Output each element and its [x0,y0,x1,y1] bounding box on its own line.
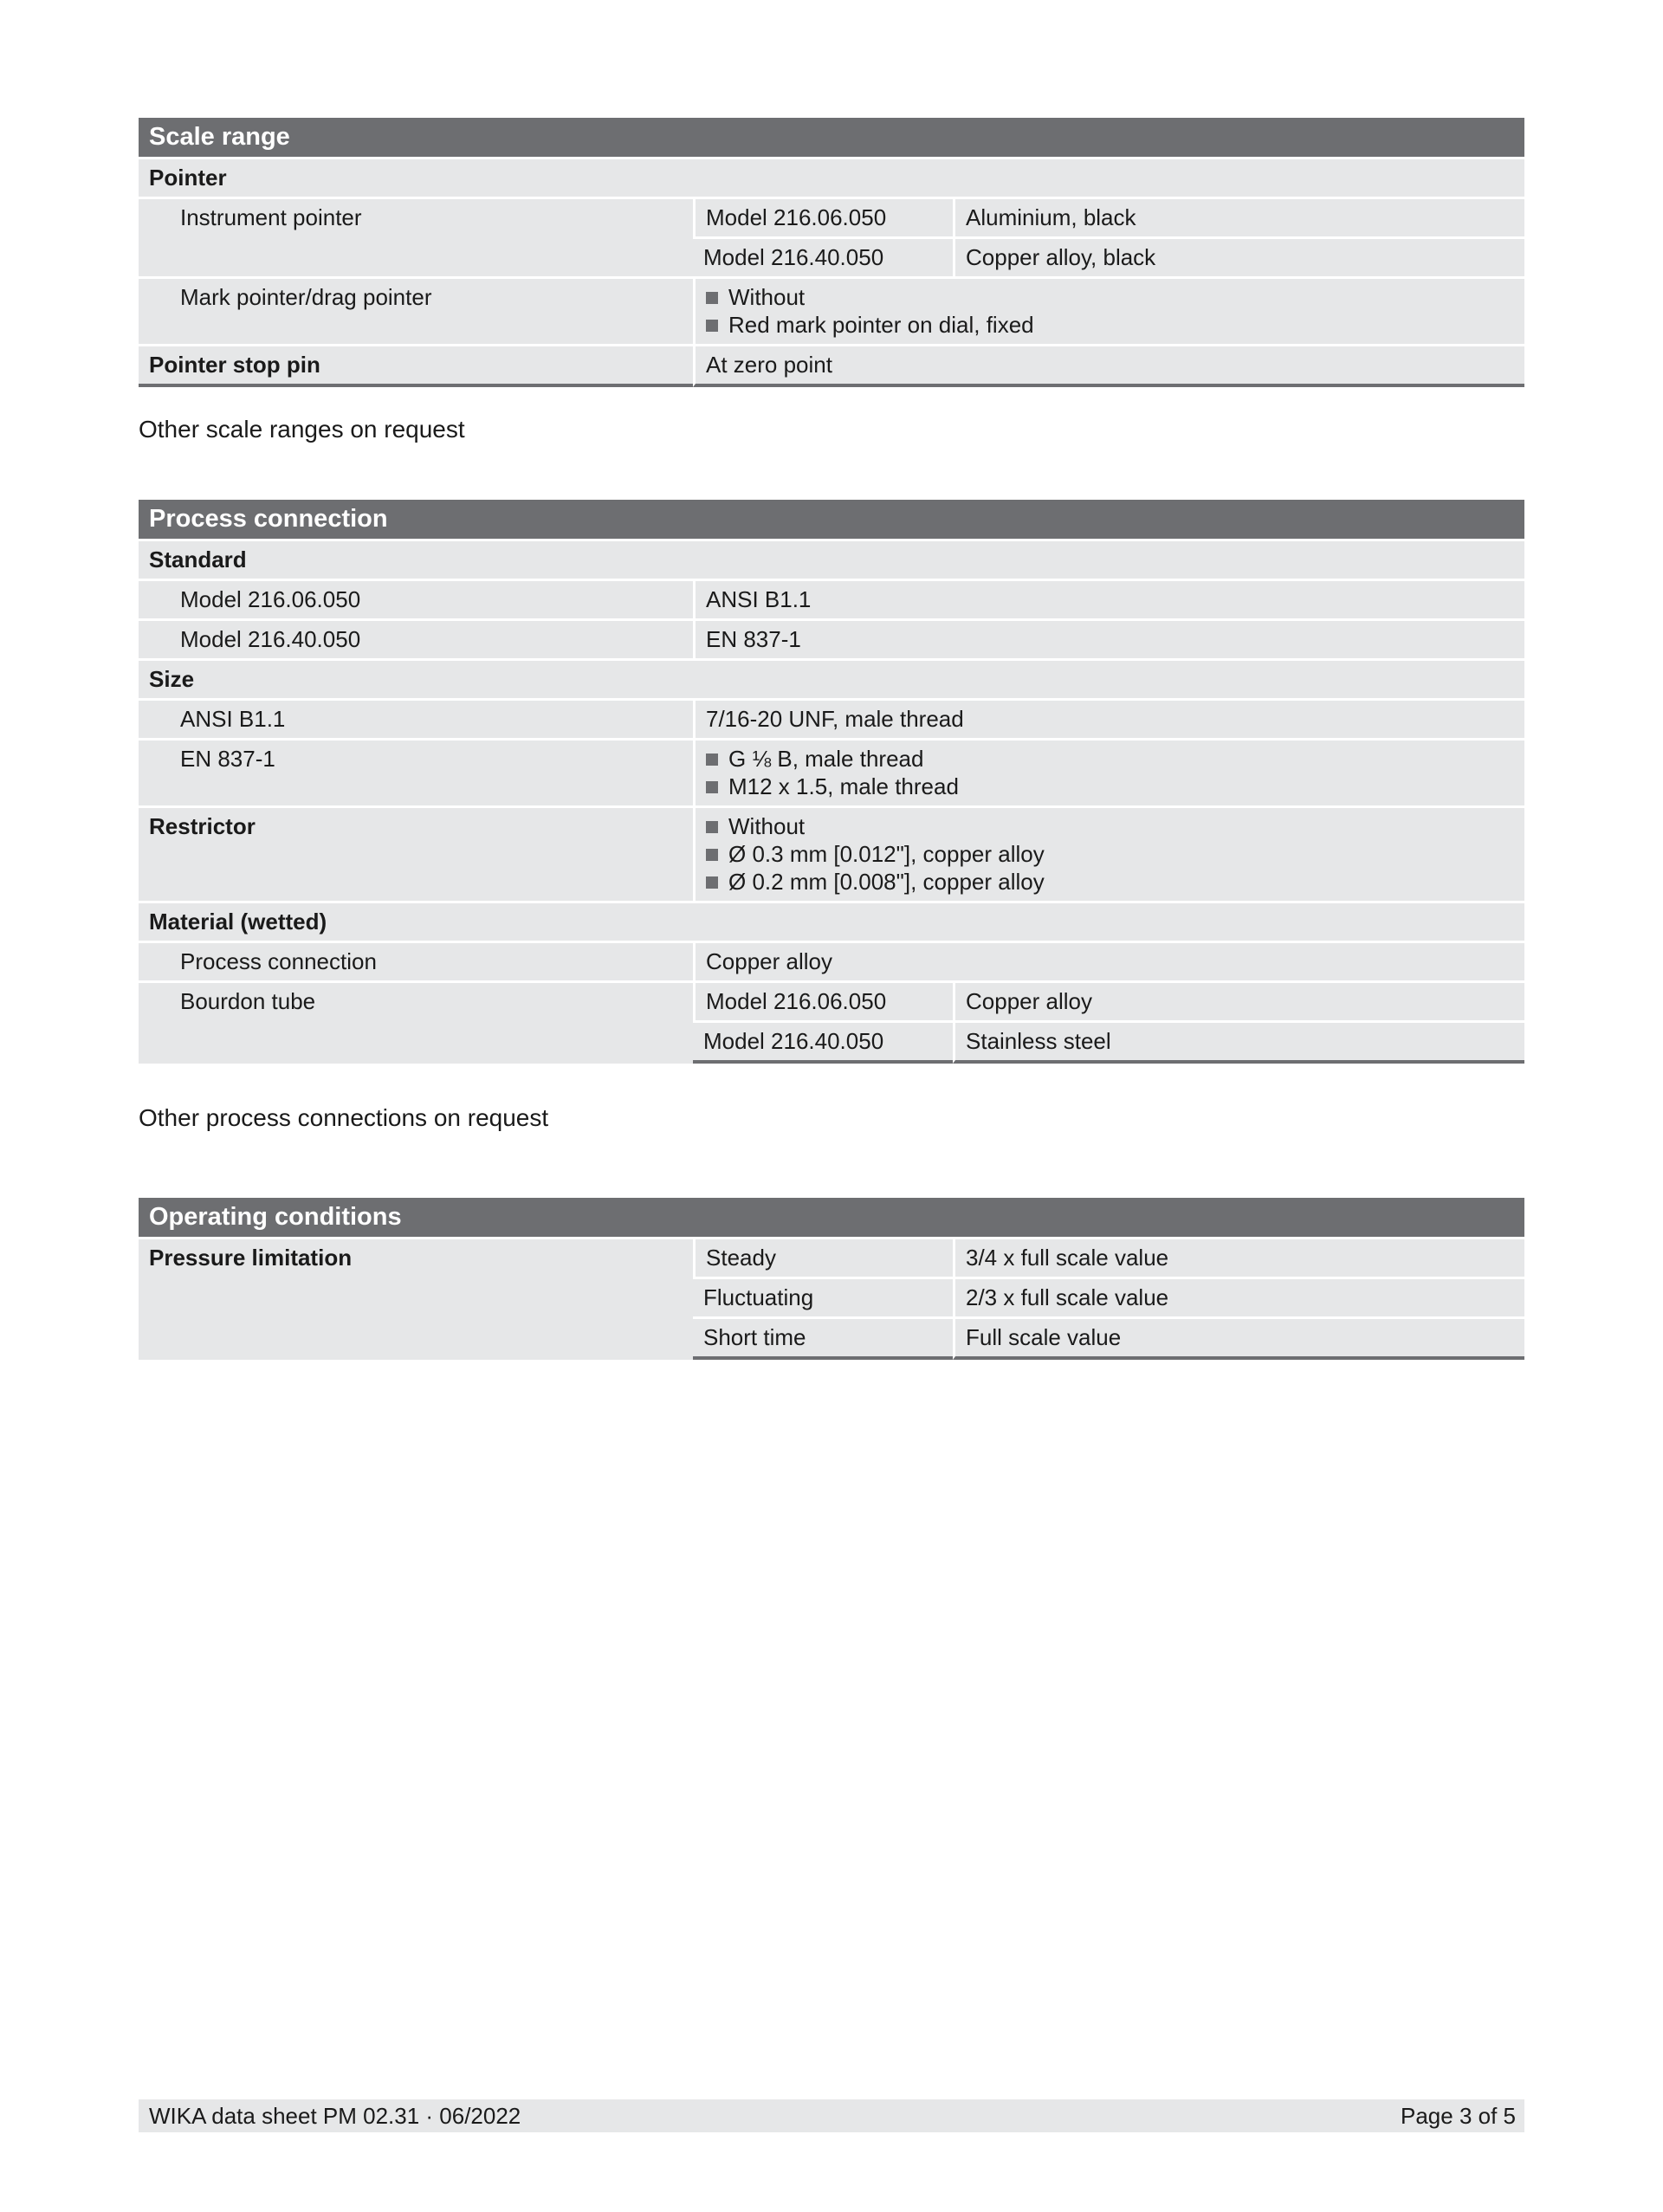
model-cell: Model 216.40.050 [693,239,953,276]
list-item: Ø 0.2 mm [0.008"], copper alloy [706,868,1514,896]
value-cell: Copper alloy [953,983,1524,1020]
group-label: Pointer [139,159,1524,197]
model-cell: Model 216.06.050 [693,983,953,1020]
list-item: Without [706,283,1514,311]
options-cell [693,808,1524,901]
square-bullet-icon [706,320,718,332]
type-cell: Steady [693,1239,953,1277]
value-cell: 2/3 x full scale value [953,1279,1524,1316]
row-label: ANSI B1.1 [139,701,693,738]
row-label: Bourdon tube [139,983,693,1064]
row-label: Restrictor [139,808,693,901]
value-cell: 7/16-20 UNF, male thread [693,701,1524,738]
model-cell: Model 216.40.050 [693,1023,953,1064]
square-bullet-icon [706,876,718,889]
group-label: Size [139,661,1524,698]
square-bullet-icon [706,781,718,793]
value-cell: Copper alloy, black [953,239,1524,276]
options-cell [693,279,1524,344]
value-cell: ANSI B1.1 [693,581,1524,618]
value-cell: EN 837-1 [693,621,1524,658]
type-cell: Short time [693,1319,953,1360]
row-label: Instrument pointer [139,199,693,276]
row-label: Mark pointer/drag pointer [139,279,693,344]
list-item: G ⅛ B, male thread [706,745,1514,773]
footer-page-number: Page 3 of 5 [1401,2103,1516,2129]
scale-range-table [139,115,1524,390]
list-item: Red mark pointer on dial, fixed [706,311,1514,339]
row-label: Pointer stop pin [139,346,693,387]
row-label: Process connection [139,943,693,980]
type-cell: Fluctuating [693,1279,953,1316]
operating-conditions-table [139,1195,1524,1362]
square-bullet-icon [706,754,718,766]
options-cell [693,741,1524,805]
value-cell: 3/4 x full scale value [953,1239,1524,1277]
list-item: M12 x 1.5, male thread [706,773,1514,800]
square-bullet-icon [706,292,718,304]
row-label: Pressure limitation [139,1239,693,1360]
square-bullet-icon [706,821,718,833]
value-cell: Copper alloy [693,943,1524,980]
note-text: Other process connections on request [139,1104,549,1131]
square-bullet-icon [706,849,718,861]
model-cell: Model 216.06.050 [693,199,953,236]
section-header: Process connection [139,500,1524,539]
note-text: Other scale ranges on request [139,416,465,443]
section-header: Scale range [139,118,1524,157]
list-item: Ø 0.3 mm [0.012"], copper alloy [706,840,1514,868]
row-label: Model 216.06.050 [139,581,693,618]
value-cell: Aluminium, black [953,199,1524,236]
row-label: Model 216.40.050 [139,621,693,658]
value-cell: Stainless steel [953,1023,1524,1064]
footer-doc-id: WIKA data sheet PM 02.31 · 06/2022 [149,2103,521,2129]
row-label: EN 837-1 [139,741,693,805]
value-cell: Full scale value [953,1319,1524,1360]
group-label: Standard [139,541,1524,579]
section-header: Operating conditions [139,1198,1524,1237]
process-connection-table [139,497,1524,1066]
group-label: Material (wetted) [139,903,1524,941]
list-item: Without [706,812,1514,840]
value-cell: At zero point [693,346,1524,387]
page-footer [139,2099,1524,2132]
